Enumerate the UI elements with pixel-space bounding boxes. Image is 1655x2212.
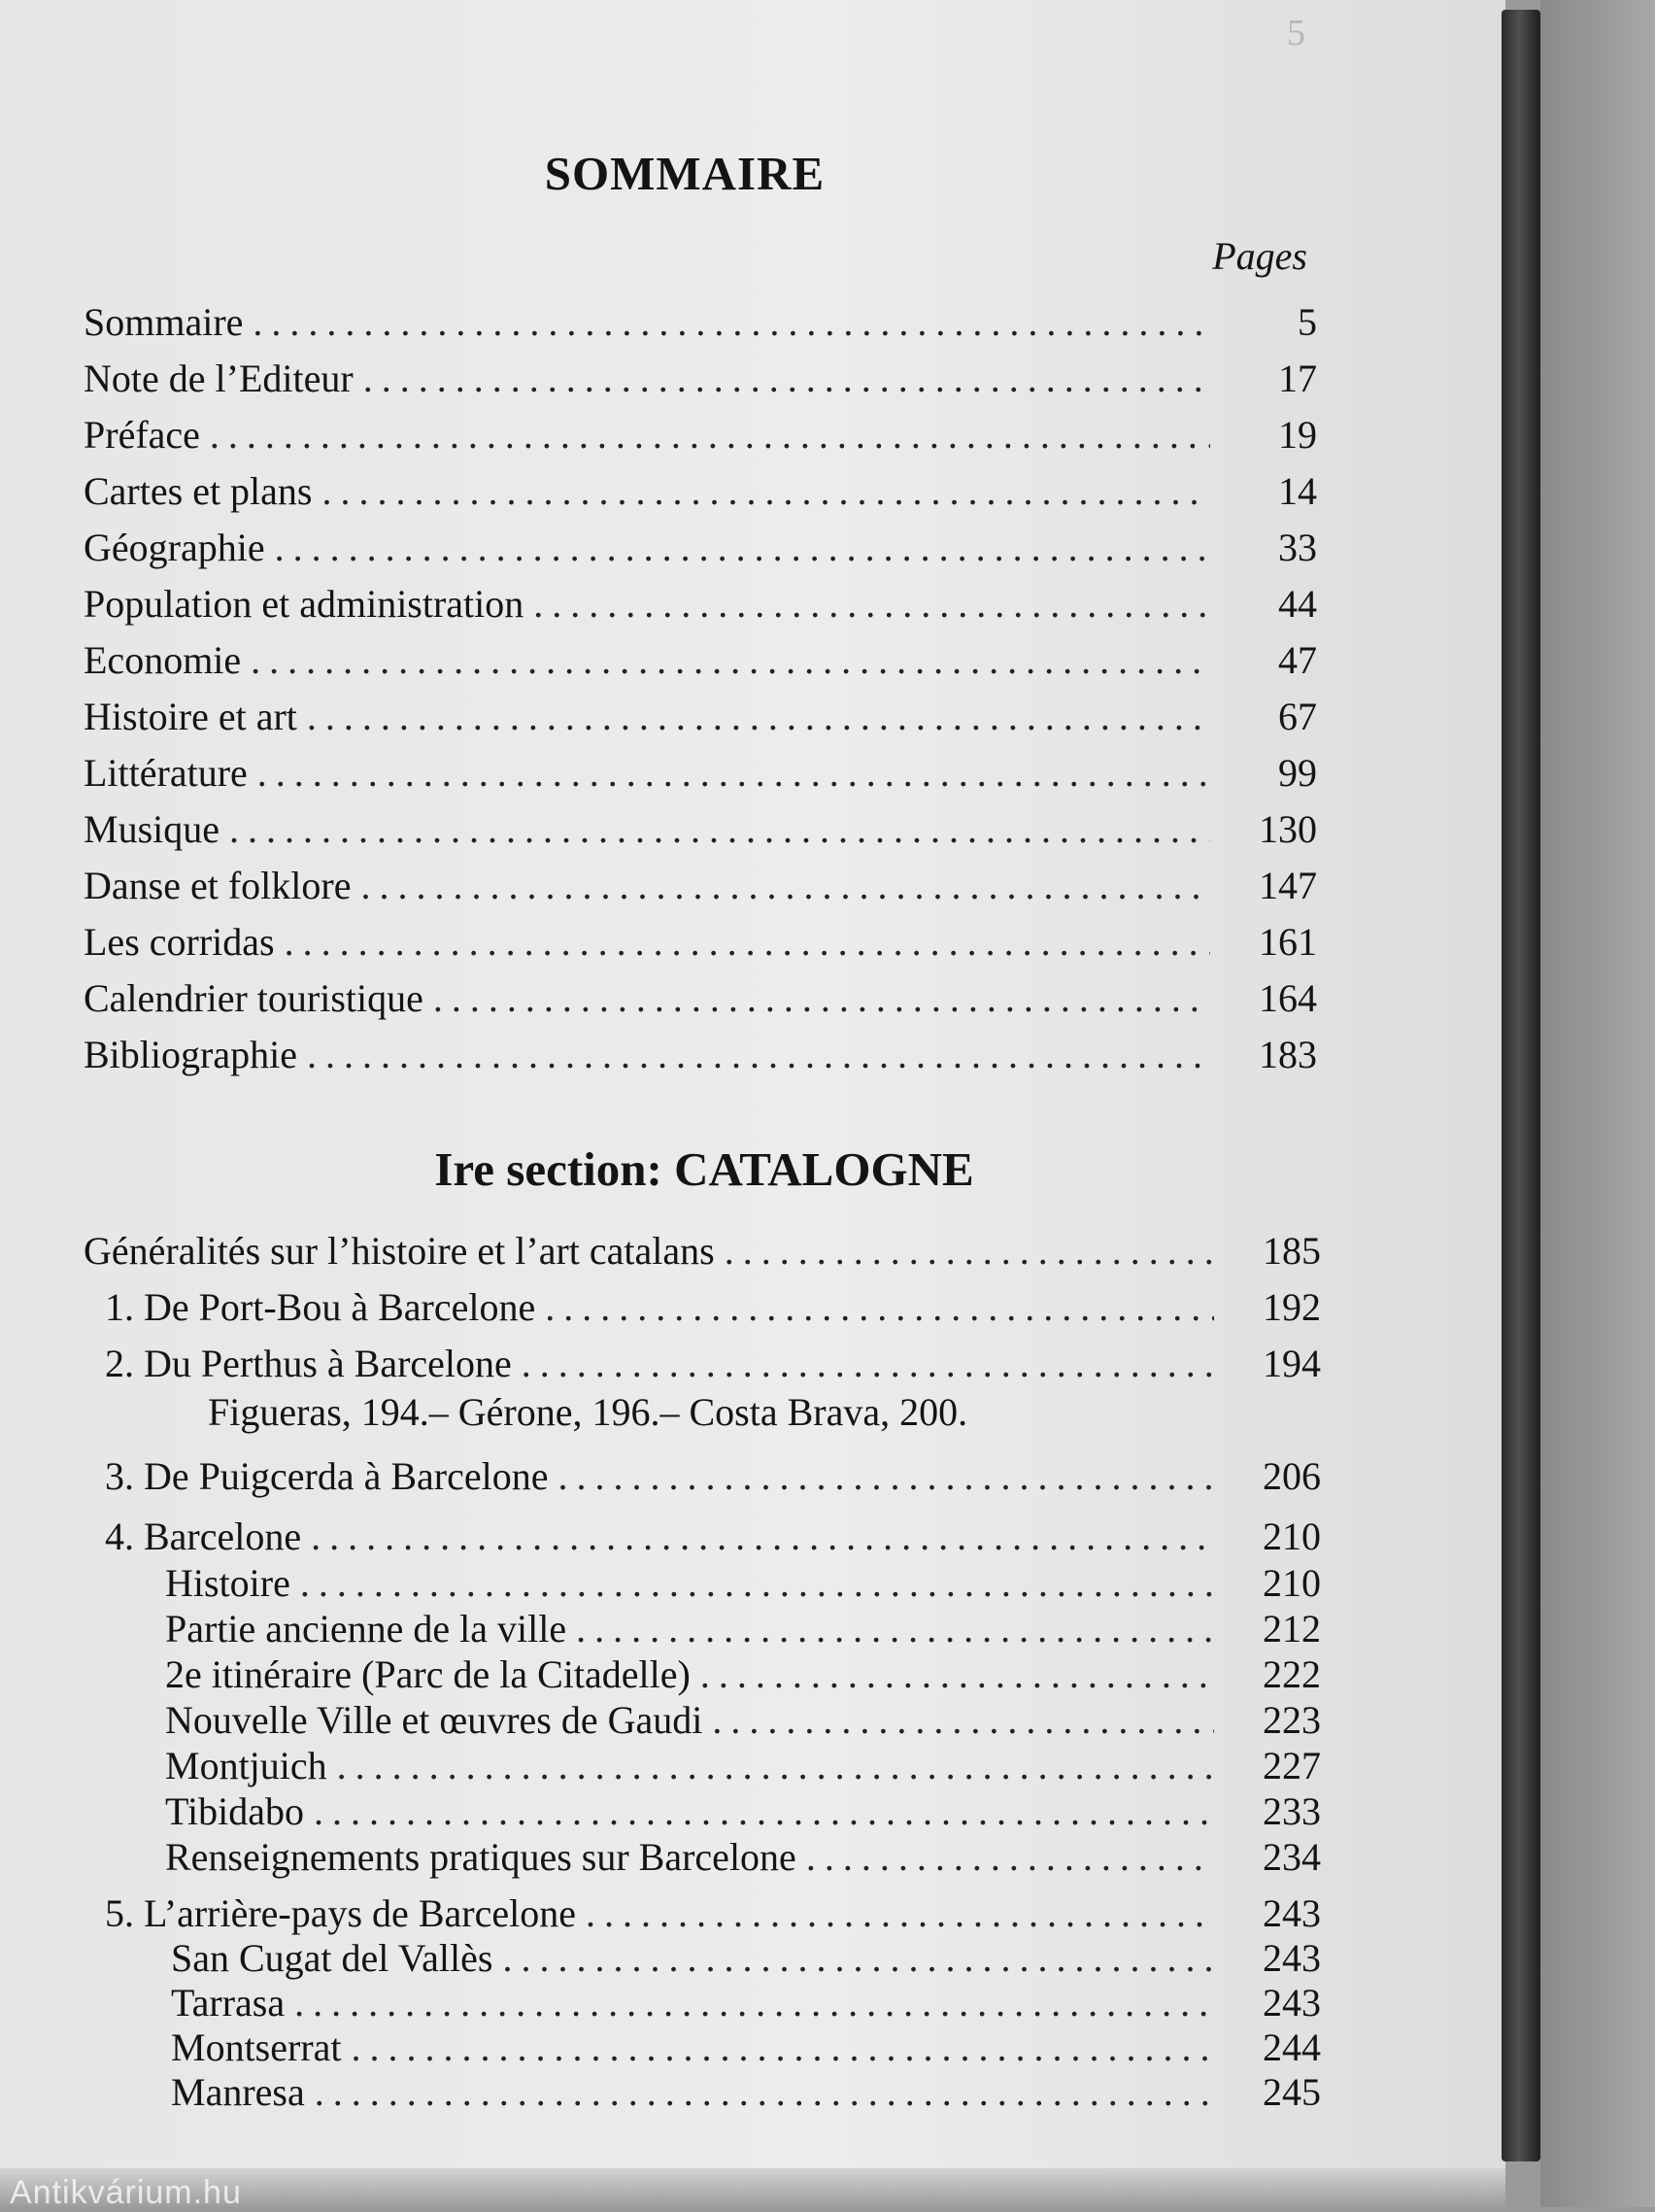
dot-leader — [294, 1978, 1214, 2028]
toc-entry — [84, 917, 1317, 968]
toc-entry — [84, 410, 1317, 460]
toc-entry-label: Population et administration — [84, 582, 524, 626]
toc-entry-page: 14 — [1278, 469, 1317, 513]
toc-entry-page: 244 — [1263, 2025, 1321, 2069]
toc-entry-page: 223 — [1263, 1698, 1321, 1742]
toc-entry-label: Note de l’Editeur — [84, 357, 354, 400]
toc-entry — [84, 1226, 1321, 1276]
dot-leader — [229, 804, 1210, 855]
toc-entry-label: 4. Barcelone — [105, 1514, 302, 1558]
toc-entry — [171, 2023, 1321, 2073]
toc-entry — [171, 2067, 1321, 2118]
toc-entry-label: Tibidabo — [165, 1789, 305, 1833]
dot-leader — [352, 2023, 1214, 2073]
toc-entry-label: Economie — [84, 638, 242, 682]
toc-entry-label: Histoire — [165, 1561, 290, 1605]
watermark: Antikvárium.hu — [10, 2174, 242, 2211]
dot-leader — [307, 1030, 1210, 1080]
dot-leader — [311, 1512, 1214, 1562]
toc-entry-label: Bibliographie — [84, 1033, 297, 1076]
toc-entry — [84, 804, 1317, 855]
toc-entry-label: Géographie — [84, 526, 265, 569]
toc-entry — [165, 1787, 1321, 1837]
dot-leader — [315, 2067, 1214, 2118]
toc-entry-page: 234 — [1263, 1835, 1321, 1879]
toc-entry-page: 192 — [1263, 1285, 1321, 1329]
toc-entry — [105, 1339, 1321, 1389]
toc-entry-page: 227 — [1263, 1744, 1321, 1787]
toc-entry-label: Généralités sur l’histoire et l’art catalans — [84, 1229, 715, 1273]
dot-leader — [557, 1451, 1214, 1502]
toc-entry-page: 222 — [1263, 1652, 1321, 1696]
toc-entry-label: Sommaire — [84, 300, 244, 344]
toc-entry — [84, 692, 1317, 742]
toc-entry — [84, 973, 1317, 1024]
dot-leader — [251, 635, 1210, 686]
dot-leader — [307, 692, 1210, 742]
toc-entry-page: 206 — [1263, 1454, 1321, 1498]
toc-entry-page: 147 — [1259, 864, 1317, 907]
toc-entry-page: 210 — [1263, 1514, 1321, 1558]
dot-leader — [725, 1226, 1214, 1276]
toc-entry-page: 243 — [1263, 1936, 1321, 1980]
dot-leader — [275, 523, 1210, 573]
dot-leader — [360, 861, 1210, 911]
toc-entry-label: 1. De Port-Bou à Barcelone — [105, 1285, 536, 1329]
dot-leader — [363, 354, 1210, 404]
toc-entry-label: Montserrat — [171, 2025, 342, 2069]
toc-entry-label: 2. Du Perthus à Barcelone — [105, 1342, 512, 1385]
page-title: SOMMAIRE — [544, 147, 826, 200]
section-subline: Figueras, 194.– Gérone, 196.– Costa Brava, 200. — [208, 1390, 968, 1434]
toc-entry — [84, 354, 1317, 404]
dot-leader — [700, 1650, 1214, 1700]
toc-entry-page: 5 — [1298, 300, 1317, 344]
dot-leader — [285, 917, 1210, 968]
pages-column-label: Pages — [1212, 234, 1307, 278]
toc-entry-page: 19 — [1278, 413, 1317, 457]
toc-entry — [165, 1832, 1321, 1883]
toc-entry — [84, 1030, 1317, 1080]
toc-entry — [105, 1451, 1321, 1502]
toc-entry-label: Danse et folklore — [84, 864, 352, 907]
background-surface — [1540, 0, 1655, 2207]
toc-entry-label: Renseignements pratiques sur Barcelone — [165, 1835, 796, 1879]
toc-entry — [84, 297, 1317, 348]
toc-entry-page: 183 — [1259, 1033, 1317, 1076]
toc-entry-label: 2e itinéraire (Parc de la Citadelle) — [165, 1652, 691, 1696]
section-title: Ire section: CATALOGNE — [434, 1142, 974, 1196]
toc-entry-label: Cartes et plans — [84, 469, 313, 513]
dot-leader — [533, 579, 1210, 630]
toc-entry-label: Préface — [84, 413, 200, 457]
dot-leader — [545, 1282, 1214, 1333]
toc-entry — [171, 1933, 1321, 1984]
toc-entry-page: 130 — [1259, 807, 1317, 851]
toc-entry-page: 67 — [1278, 695, 1317, 738]
toc-entry-page: 243 — [1263, 1891, 1321, 1935]
toc-entry-page: 44 — [1278, 582, 1317, 626]
toc-entry-label: Montjuich — [165, 1744, 327, 1787]
toc-entry — [171, 1978, 1321, 2028]
dot-leader — [806, 1832, 1214, 1883]
toc-entry-page: 185 — [1263, 1229, 1321, 1273]
toc-entry-label: 3. De Puigcerda à Barcelone — [105, 1454, 549, 1498]
toc-entry-page: 212 — [1263, 1607, 1321, 1650]
page-number: 5 — [1287, 13, 1305, 53]
toc-entry — [84, 466, 1317, 517]
toc-entry — [165, 1558, 1321, 1609]
book-spine — [1502, 10, 1540, 2161]
toc-entry-page: 164 — [1259, 976, 1317, 1020]
toc-entry-label: Histoire et art — [84, 695, 297, 738]
toc-entry-page: 161 — [1259, 920, 1317, 964]
dot-leader — [300, 1558, 1214, 1609]
toc-entry-label: Manresa — [171, 2070, 305, 2114]
toc-entry — [84, 748, 1317, 799]
toc-entry-page: 210 — [1263, 1561, 1321, 1605]
toc-entry-label: Littérature — [84, 751, 248, 795]
toc-entry — [84, 523, 1317, 573]
dot-leader — [586, 1889, 1214, 1939]
dot-leader — [712, 1695, 1214, 1746]
toc-entry-page: 233 — [1263, 1789, 1321, 1833]
toc-entry-page: 243 — [1263, 1981, 1321, 2025]
toc-entry-label: Nouvelle Ville et œuvres de Gaudi — [165, 1698, 703, 1742]
dot-leader — [522, 1339, 1214, 1389]
toc-entry — [105, 1512, 1321, 1562]
toc-entry-page: 33 — [1278, 526, 1317, 569]
toc-entry — [165, 1741, 1321, 1791]
dot-leader — [322, 466, 1211, 517]
toc-entry — [105, 1889, 1321, 1939]
dot-leader — [576, 1604, 1214, 1654]
toc-entry — [84, 579, 1317, 630]
dot-leader — [433, 973, 1210, 1024]
toc-entry-label: San Cugat del Vallès — [171, 1936, 493, 1980]
toc-entry — [165, 1604, 1321, 1654]
toc-entry-page: 47 — [1278, 638, 1317, 682]
toc-entry-page: 194 — [1263, 1342, 1321, 1385]
toc-entry-page: 17 — [1278, 357, 1317, 400]
toc-entry-page: 245 — [1263, 2070, 1321, 2114]
toc-entry — [165, 1695, 1321, 1746]
dot-leader — [502, 1933, 1214, 1984]
toc-entry — [165, 1650, 1321, 1700]
toc-entry — [84, 635, 1317, 686]
toc-entry-label: 5. L’arrière-pays de Barcelone — [105, 1891, 576, 1935]
toc-entry-page: 99 — [1278, 751, 1317, 795]
toc-entry — [105, 1282, 1321, 1333]
dot-leader — [210, 410, 1210, 460]
dot-leader — [337, 1741, 1214, 1791]
toc-entry-label: Partie ancienne de la ville — [165, 1607, 567, 1650]
toc-entry-label: Musique — [84, 807, 220, 851]
dot-leader — [253, 297, 1210, 348]
toc-entry — [84, 861, 1317, 911]
toc-entry-label: Les corridas — [84, 920, 275, 964]
dot-leader — [314, 1787, 1214, 1837]
toc-entry-label: Calendrier touristique — [84, 976, 423, 1020]
dot-leader — [257, 748, 1210, 799]
toc-entry-label: Tarrasa — [171, 1981, 286, 2025]
